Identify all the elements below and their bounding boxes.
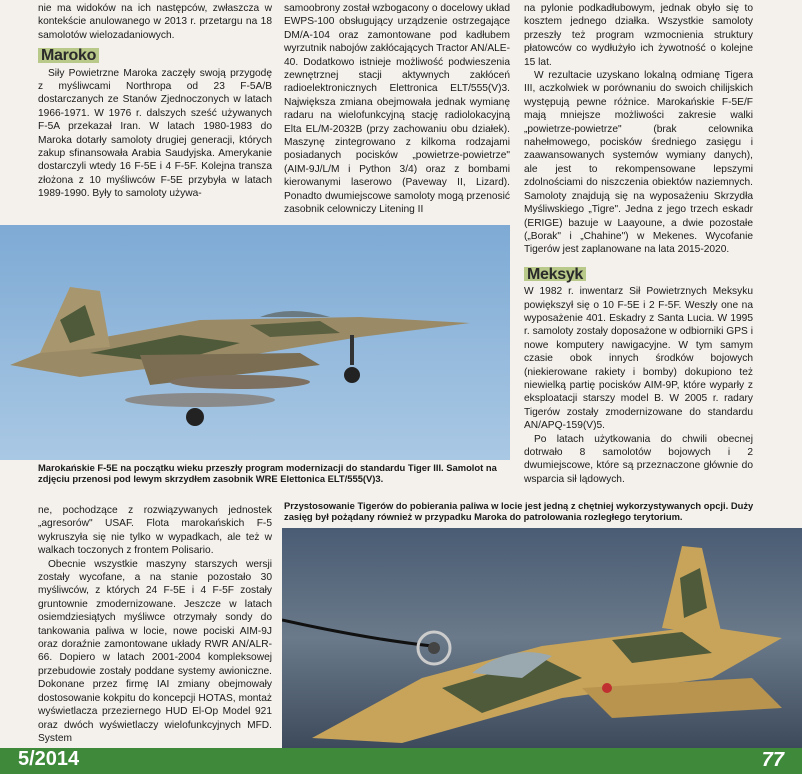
refueling-aircraft-illustration	[282, 528, 802, 748]
paragraph: W 1982 r. inwentarz Sił Powietrznych Meksyku powiększył się o 10 F-5E i 2 F-5F. Weszły one na wyposażenie 401. Eskadry z Santa Lucia. W 1995 r. samoloty zostały doposażone w odbiorniki GPS i nowe komputery nawigacyjne. W tym samym czasie obok innych środków bojowych (niekierowane rakiety i bomby) dokupiono też niewielką partię pocisków AIM-9P, które wyparły z eksploatacji starszy model B. W 2005 r. radary Tigerów zostały zmodernizowane do standardu AN/APQ-159(V)5.	[524, 286, 753, 432]
issue-number: 5/2014	[18, 748, 80, 770]
photo-f5e-sky	[0, 225, 510, 460]
column-3	[524, 2, 753, 486]
column-1-top	[38, 2, 272, 201]
section-heading-meksyk: Meksyk	[524, 267, 586, 281]
paragraph: W rezultacie uzyskano lokalną odmianę Tigera III, aczkolwiek w porównaniu do swoich chilijskich występują pewne różnice. Marokańskie F-5E/F mają mniejsze możliwości zakresie walki „powietrze-powietrze" (brak celownika nahełmowego, pocisków średniego zasięgu i zaawansowanych systemów wymiany danych), ale jest to rekompensowane lepszymi zdolnościami do niszczenia obiektów naziemnych. Samoloty znajdują się na wyposażeniu Skrzydła Myśliwskiego „Tigre". Jedna z jego trzech eskadr (ERIGE) bazuje w Laayoune, a dwie pozostałe („Borak" i „Chahine") w Mekenes. Wycofanie Tigerów jest zaplanowane na lata 2015-2020.	[524, 70, 753, 256]
photo-f5-refueling	[282, 528, 802, 748]
section-heading-maroko: Maroko	[38, 48, 99, 62]
column-2-top	[284, 2, 510, 217]
column-1-bottom	[38, 504, 272, 745]
paragraph: na pylonie podkadłubowym, jednak obyło się to kosztem jednego działka. Wszystkie samoloty przeszły też program wzmocnienia struktury płatowców co wydłużyło ich żywotność o kolejne 15 lat.	[524, 3, 753, 68]
paragraph: ne, pochodzące z rozwiązywanych jednostek „agresorów" USAF. Flota marokańskich F-5 wykruszyła się nie tylko w wypadkach, ale też w walkach toczonych z frontem Polisario.	[38, 505, 272, 557]
caption-photo-2: Przystosowanie Tigerów do pobierania paliwa w locie jest jedną z chętniej wykorzystywanych opcji. Duży zasięg był pożądany również w przypadku Maroka do patrolowania rozległego terytorium.	[284, 500, 754, 522]
page-footer-bar	[0, 748, 802, 774]
f5e-aircraft-illustration	[0, 225, 510, 460]
paragraph: Siły Powietrzne Maroka zaczęły swoją przygodę z myśliwcami Northropa od 23 F-5A/B dostarczanych ze Stanów Zjednoczonych w latach 1966-1971. W 1976 r. dalszych sześć używanych F-5A przekazał Iran. W latach 1980-1983 do Maroka dotarły samoloty drugiej generacji, których zakup sfinansowała Arabia Saudyjska. Amerykanie dostarczyli wtedy 16 F-5E i 4 F-5F. Kolejna transza złożona z 10 myśliwców F-5E przybyła w latach 1989-1990. Były to samoloty używa-	[38, 67, 272, 200]
paragraph: Po latach użytkowania do chwili obecnej dotrwało 8 samolotów bojowych i 2 dwumiejscowe, które są przeznaczone głównie do wsparcia sił lądowych.	[524, 433, 753, 485]
page-number: 77	[761, 749, 784, 771]
paragraph: nie ma widoków na ich następców, zwłaszcza w kontekście anulowanego w 2013 r. przetargu na 18 samolotów wielozadaniowych.	[38, 3, 272, 41]
paragraph: samoobrony został wzbogacony o docelowy układ EWPS-100 obsługujący urządzenie ostrzegające DM/A-104 oraz zamontowane pod kadłubem wyrzutnik nabojów zakłócających Tractor AN/ALE-40. Dodatkowo istnieje możliwość podwieszenia zewnętrznej stacji aktywnych zakłóceń radioelektronicznych Elettronica ELT/555(V)3. Największa zmiana obejmowała jednak wymianę radaru na wielofunkcyjną stację radiolokacyjną Elta EL/M-2032B (przy zachowaniu obu działek). Maszynę zintegrowano z kilkoma rodzajami posiadanych pocisków „powietrze-powietrze" (AIM-9J/L/M i Python 3/4) oraz z bombami kierowanymi laserowo (Paveway II, Lizard). Ponadto dwumiejscowe samoloty mogą przenosić zasobnik celowniczy Litening II	[284, 3, 510, 216]
paragraph: Obecnie wszystkie maszyny starszych wersji zostały wycofane, a na stanie pozostało 30 myśliwców, z których 24 F-5E i 4 F-5F zostały gruntownie zmodernizowane. Jeszcze w latach osiemdziesiątych myśliwce otrzymały sondy do tankowania paliwa w locie, nowe pociski AIM-9J oraz doraźnie zamontowane układy RWR AN/ALR-66. Dopiero w latach 2001-2004 kompleksowej przebudowie zostały poddane systemy awioniczne. Dokonane przez firmę IAI zmiany obejmowały dostosowanie kokpitu do koncepcji HOTAS, montaż wyświetlacza przeziernego HUD El-Op Model 921 oraz dwóch wyświetlaczy wielofunkcyjnych MFD. System	[38, 558, 272, 744]
caption-photo-1: Marokańskie F-5E na początku wieku przeszły program modernizacji do standardu Tiger III. Samolot na zdjęciu przenosi pod lewym skrzydłem zasobnik WRE Elettonica ELT/555(V)3.	[38, 462, 497, 484]
